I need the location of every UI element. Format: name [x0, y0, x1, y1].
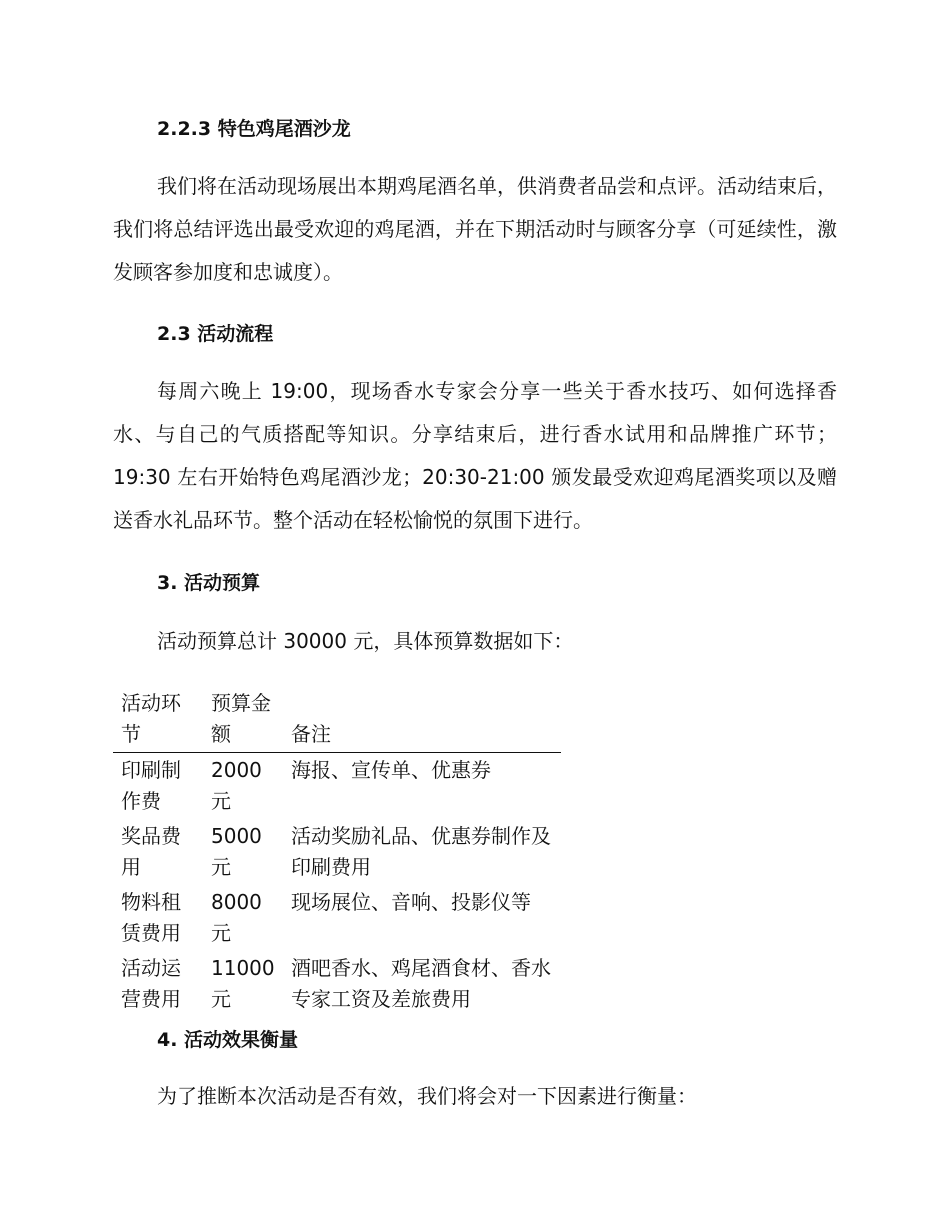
budget-note: 活动奖励礼品、优惠券制作及印刷费用 [291, 824, 551, 879]
budget-amount: 8000 元 [211, 890, 262, 945]
evaluation-intro: 为了推断本次活动是否有效，我们将会对一下因素进行衡量： [157, 1084, 697, 1108]
budget-amount: 5000 元 [211, 824, 262, 879]
budget-note: 现场展位、音响、投影仪等 [291, 890, 531, 914]
budget-note: 海报、宣传单、优惠券 [291, 758, 491, 782]
table-row [113, 819, 561, 885]
budget-header-amount: 预算金额 [203, 688, 283, 753]
budget-table-header-row [113, 688, 561, 753]
budget-item: 印刷制作费 [121, 758, 181, 813]
budget-intro: 活动预算总计 30000 元，具体预算数据如下： [157, 629, 574, 653]
budget-item: 物料租赁费用 [121, 890, 181, 945]
budget-table [113, 688, 561, 1017]
section-heading-2-2-3: 2.2.3 特色鸡尾酒沙龙 [157, 118, 351, 140]
budget-header-item: 活动环节 [113, 688, 203, 753]
table-row [113, 885, 561, 951]
budget-note: 酒吧香水、鸡尾酒食材、香水专家工资及差旅费用 [291, 956, 551, 1011]
budget-amount: 11000 元 [211, 956, 275, 1011]
section-heading-2-3: 2.3 活动流程 [157, 323, 274, 345]
section-paragraph-2-2-3: 我们将在活动现场展出本期鸡尾酒名单，供消费者品尝和点评。活动结束后，我们将总结评选出最受欢迎的鸡尾酒，并在下期活动时与顾客分享（可延续性，激发顾客参加度和忠诚度）。 [113, 174, 837, 284]
budget-header-note: 备注 [283, 688, 561, 753]
section-heading-4: 4. 活动效果衡量 [157, 1029, 299, 1051]
budget-item: 活动运营费用 [121, 956, 181, 1011]
budget-item: 奖品费用 [121, 824, 181, 879]
table-row [113, 753, 561, 820]
budget-amount: 2000 元 [211, 758, 262, 813]
section-heading-3: 3. 活动预算 [157, 572, 261, 594]
table-row [113, 951, 561, 1017]
section-paragraph-2-3: 每周六晚上 19:00，现场香水专家会分享一些关于香水技巧、如何选择香水、与自己的气质搭配等知识。分享结束后，进行香水试用和品牌推广环节；19:30 左右开始特色鸡尾酒沙龙；20:30-21:00 颁发最受欢迎鸡尾酒奖项以及赠送香水礼品环节。整个活动在轻松愉悦的氛围下进行。 [113, 379, 837, 532]
